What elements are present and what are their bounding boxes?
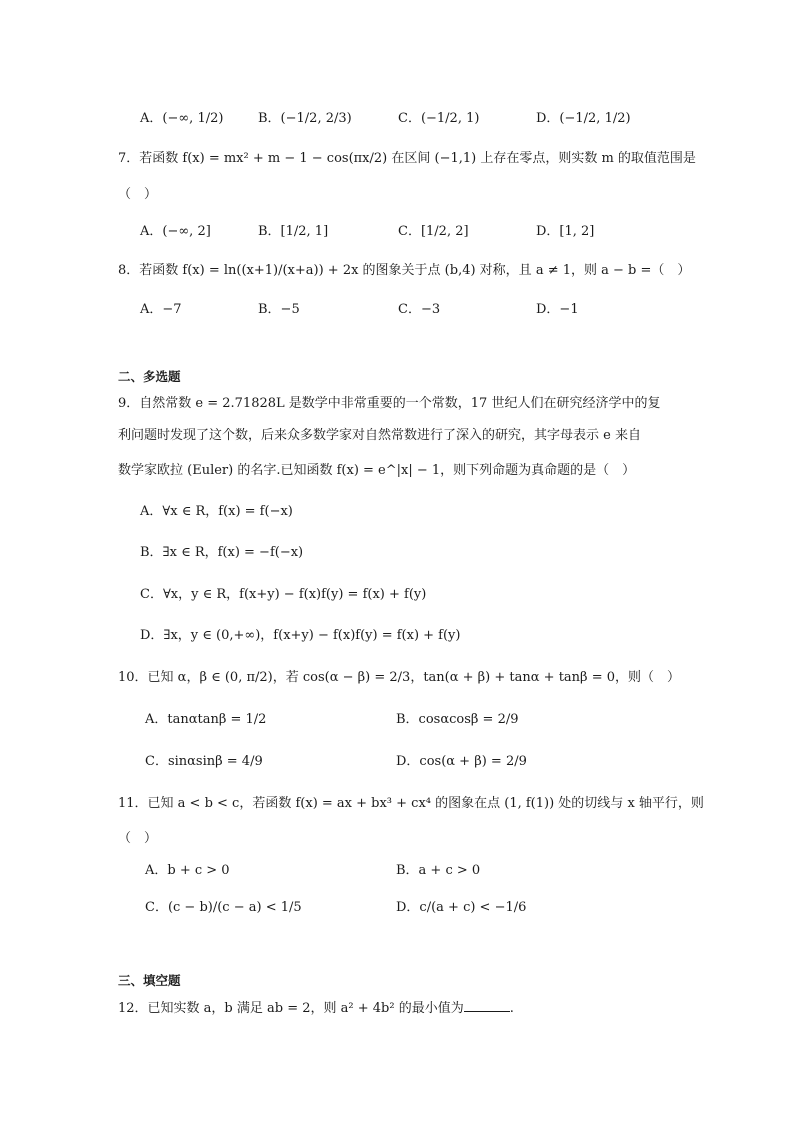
q7-option-a: A．(−∞, 2] <box>140 224 211 239</box>
q11-option-a: A．b + c > 0 <box>145 863 230 878</box>
q7-option-c: C．[1/2, 2] <box>398 224 469 239</box>
q8-option-c: C．−3 <box>398 302 441 317</box>
q7-stem: 7．若函数 f(x) = mx² + m − 1 − cos(πx/2) 在区间 (−1,1) 上存在零点，则实数 m 的取值范围是 <box>118 151 696 166</box>
answer-blank[interactable] <box>464 999 510 1012</box>
q10-stem: 10．已知 α，β ∈ (0, π/2)，若 cos(α − β) = 2/3，tan(α + β) + tanα + tanβ = 0，则（ ） <box>118 670 680 685</box>
q7-answer-paren: （ ） <box>118 187 158 202</box>
q8-option-d: D．−1 <box>536 302 579 317</box>
q8-option-a: A．−7 <box>140 302 182 317</box>
q10-option-a: A．tanαtanβ = 1/2 <box>145 712 267 727</box>
q7-option-d: D．[1, 2] <box>536 224 595 239</box>
q9-option-b: B．∃x ∈ R，f(x) = −f(−x) <box>140 545 304 560</box>
q6-option-c: C．(−1/2, 1) <box>398 111 480 126</box>
q11-option-b: B．a + c > 0 <box>396 863 481 878</box>
q11-option-d: D．c/(a + c) < −1/6 <box>396 900 527 915</box>
q6-option-a: A．(−∞, 1/2) <box>140 111 224 126</box>
q9-stem-line1: 9．自然常数 e = 2.71828L 是数学中非常重要的一个常数，17 世纪人们在研究经济学中的复 <box>118 396 661 411</box>
q7-option-b: B．[1/2, 1] <box>258 224 329 239</box>
q9-option-d: D．∃x，y ∈ (0,+∞)，f(x+y) − f(x)f(y) = f(x) + f(y) <box>140 628 461 643</box>
q8-stem: 8．若函数 f(x) = ln((x+1)/(x+a)) + 2x 的图象关于点 (b,4) 对称，且 a ≠ 1，则 a − b =（ ） <box>118 263 691 278</box>
q10-option-b: B．cosαcosβ = 2/9 <box>396 712 519 727</box>
q12-end: . <box>509 1001 514 1016</box>
q9-stem-line2: 利问题时发现了这个数，后来众多数学家对自然常数进行了深入的研究，其字母表示 e 来自 <box>118 428 641 443</box>
q11-option-c: C．(c − b)/(c − a) < 1/5 <box>145 900 302 915</box>
q6-option-b: B．(−1/2, 2/3) <box>258 111 352 126</box>
q12-stem: 12．已知实数 a，b 满足 ab = 2，则 a² + 4b² 的最小值为 <box>118 1001 464 1016</box>
q6-option-d: D．(−1/2, 1/2) <box>536 111 631 126</box>
section-heading-fill-in: 三、填空题 <box>118 973 181 988</box>
section-heading-multiple-choice: 二、多选题 <box>118 369 181 384</box>
q11-stem: 11．已知 a < b < c，若函数 f(x) = ax + bx³ + cx⁴ 的图象在点 (1, f(1)) 处的切线与 x 轴平行，则 <box>118 796 704 811</box>
q8-option-b: B．−5 <box>258 302 300 317</box>
q12-line <box>118 999 514 1018</box>
q9-option-c: C．∀x，y ∈ R，f(x+y) − f(x)f(y) = f(x) + f(y) <box>140 587 427 602</box>
q10-option-d: D．cos(α + β) = 2/9 <box>396 754 527 769</box>
q9-option-a: A．∀x ∈ R，f(x) = f(−x) <box>140 504 293 519</box>
q11-answer-paren: （ ） <box>118 831 158 846</box>
q10-option-c: C．sinαsinβ = 4/9 <box>145 754 263 769</box>
q9-stem-line3: 数学家欧拉 (Euler) 的名字.已知函数 f(x) = e^|x| − 1，则下列命题为真命题的是（ ） <box>118 463 636 478</box>
